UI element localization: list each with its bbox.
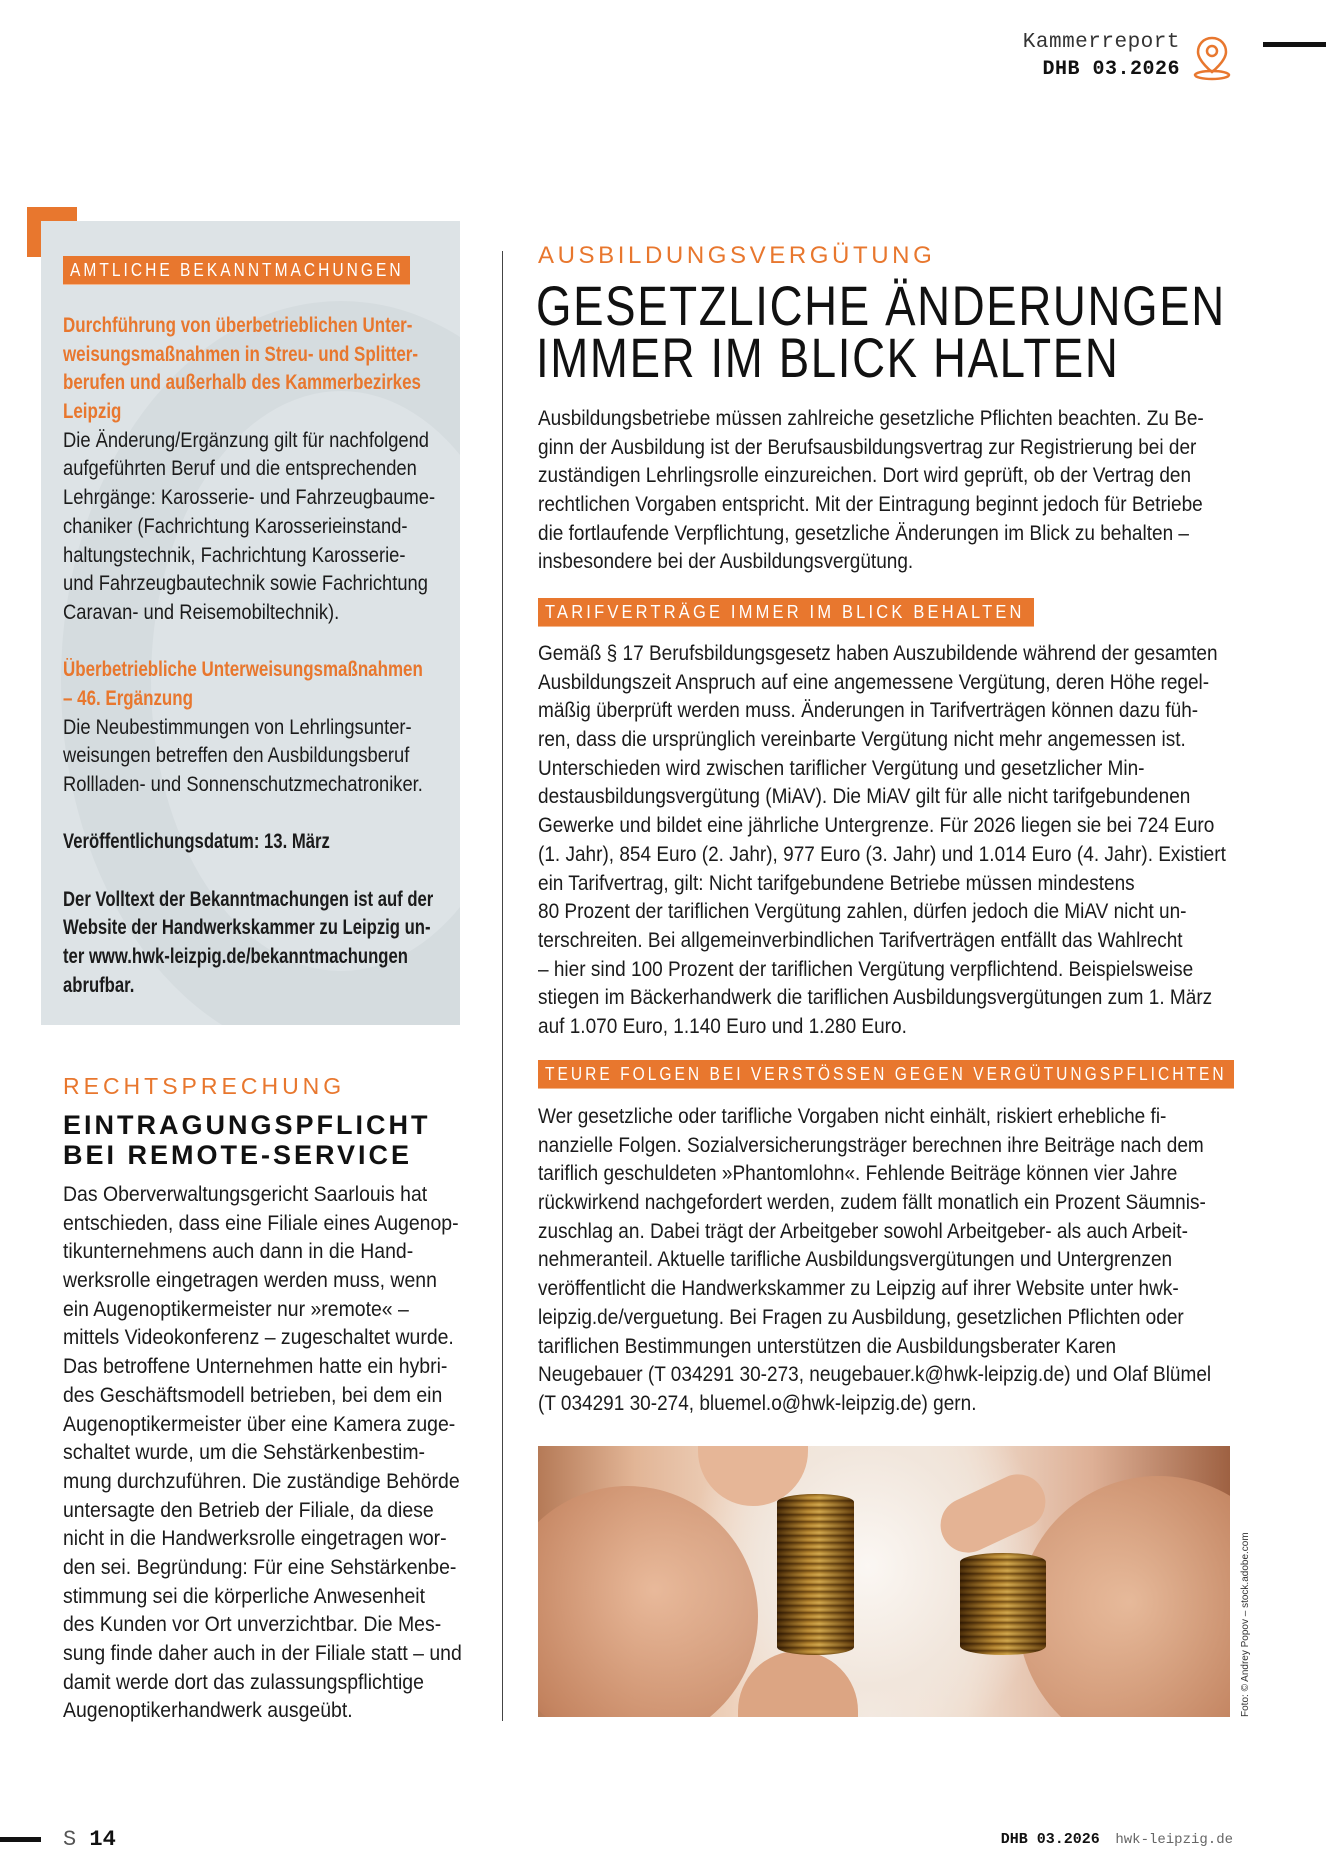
text-line: Unterschieden wird zwischen tariflicher Vergütung und gesetzlicher Min- (538, 756, 1145, 780)
text-line: Augenoptikermeister über eine Kamera zuge- (63, 1412, 456, 1436)
text-line: destausbildungsvergütung (MiAV). Die MiAV gilt für alle nicht tarifgebundenen (538, 785, 1191, 809)
text-line: Veröffentlichungsdatum: 13. März (63, 830, 330, 854)
text-line: tariflichen Bestimmungen unterstützen die Ausbildungsberater Karen (538, 1334, 1117, 1358)
section2-paragraph (538, 1103, 1282, 1419)
text-line: Leipzig (63, 400, 122, 424)
header-rule (1263, 42, 1326, 47)
text-line: leipzig.de/verguetung. Bei Fragen zu Ausbildung, gesetzlichen Pflichten oder (538, 1305, 1184, 1329)
text-line: Das betroffene Unternehmen hatte ein hybri- (63, 1355, 448, 1379)
text-line: Ausbildungsbetriebe müssen zahlreiche gesetzliche Pflichten beachten. Zu Be- (538, 407, 1204, 430)
text-line: Durchführung von überbetrieblichen Unter- (63, 314, 413, 337)
text-line: abrufbar. (63, 973, 135, 997)
text-line: terschreiten. Bei allgemeinverbindlichen Tarifverträgen entfällt das Wahlrecht (538, 928, 1183, 952)
court-kicker: RECHTSPRECHUNG (63, 1073, 346, 1099)
header (0, 0, 1326, 90)
location-pin-icon (1192, 35, 1232, 81)
header-section: Kammerreport (1022, 31, 1180, 54)
text-line: den sei. Begründung: Für eine Sehstärkenbe- (63, 1555, 457, 1579)
page-prefix: S (63, 1827, 77, 1852)
text-line: Caravan- und Reisemobiltechnik). (63, 600, 340, 624)
text-line: veröffentlicht die Handwerkskammer zu Leipzig auf ihrer Website unter hwk- (538, 1277, 1179, 1301)
text-line: stimmung sei die körperliche Anwesenheit (63, 1584, 426, 1608)
section1-paragraph (538, 640, 1298, 1042)
text-line: Ausbildungszeit Anspruch auf eine angemessene Vergütung, deren Höhe regel- (538, 670, 1210, 694)
text-line: chaniker (Fachrichtung Karosserieinstand- (63, 514, 408, 538)
text-line: – hier sind 100 Prozent der tariflichen Vergütung verpflichtend. Beispielsweise (538, 957, 1194, 981)
text-line: Lehrgänge: Karosserie- und Fahrzeugbaume- (63, 486, 436, 510)
text-line: Die Änderung/Ergänzung gilt für nachfolgend (63, 428, 429, 452)
text-line: Gewerke und bildet eine jährliche Untergrenze. Für 2026 liegen sie bei 724 Euro (538, 814, 1215, 838)
text-line: Neugebauer (T 034291 30-273, neugebauer.k@hwk-leipzig.de) und Olaf Blümel (538, 1363, 1212, 1387)
text-line: und Fahrzeugbautechnik sowie Fachrichtung (63, 572, 428, 596)
text-line: 80 Prozent der tariflichen Vergütung zahlen, dürfen jedoch die MiAV nicht un- (538, 900, 1187, 924)
text-line: Rollladen- und Sonnenschutzmechatroniker. (63, 773, 423, 796)
coin-stack-small (960, 1553, 1046, 1655)
main-kicker: AUSBILDUNGSVERGÜTUNG (538, 242, 936, 269)
text-line: Wer gesetzliche oder tarifliche Vorgaben nicht einhält, riskiert erhebliche fi- (538, 1105, 1167, 1128)
coin-stack-large (777, 1494, 854, 1655)
notice-label (63, 256, 410, 284)
text-line: nanzielle Folgen. Sozialversicherungsträger berechnen ihre Beiträge nach dem (538, 1133, 1204, 1157)
text-line: mung durchzuführen. Die zuständige Behörde (63, 1469, 460, 1493)
text-line: untersagte den Betrieb der Filiale, da diese (63, 1498, 434, 1522)
section1-body (63, 427, 529, 628)
text-line: (1. Jahr), 854 Euro (2. Jahr), 977 Euro (3. Jahr) und 1.014 Euro (4. Jahr). Existiert (538, 842, 1226, 866)
text-line: Gemäß § 17 Berufsbildungsgesetz haben Auszubildende während der gesamten (538, 642, 1218, 665)
text-line: Das Oberverwaltungsgericht Saarlouis hat (63, 1183, 428, 1206)
main-headline-line: GESETZLICHE ÄNDERUNGEN (536, 274, 1226, 337)
text-line: weisungen betreffen den Ausbildungsberuf (63, 744, 410, 768)
page-number: 14 (89, 1827, 116, 1852)
text-line: tikunternehmens auch dann in die Hand- (63, 1240, 414, 1264)
text-line: nicht in die Handwerksrolle eingetragen wor- (63, 1527, 447, 1551)
text-line: Augenoptikerhandwerk ausgeübt. (63, 1699, 353, 1723)
text-line: ren, dass die ursprünglich vereinbarte Vergütung nicht mehr angemessen ist. (538, 728, 1186, 752)
text-line: nehmeranteil. Aktuelle tarifliche Ausbildungsvergütungen und Untergrenzen (538, 1248, 1173, 1272)
text-line: entschieden, dass eine Filiale eines Augenop- (63, 1211, 459, 1235)
footer-rule (0, 1837, 41, 1842)
subhead-text: TARIFVERTRÄGE IMMER IM BLICK BEHALTEN (545, 602, 1025, 622)
subhead-text: TEURE FOLGEN BEI VERSTÖSSEN GEGEN VERGÜTUNGSPFLICHTEN (545, 1064, 1227, 1084)
text-line: insbesondere bei der Ausbildungsvergütung. (538, 550, 914, 574)
section2-body (63, 714, 529, 800)
main-headline (536, 274, 1326, 389)
text-line: ein Augenoptikermeister nur »remote« – (63, 1297, 409, 1321)
main-headline-line: IMMER IM BLICK HALTEN (536, 326, 1120, 389)
text-line: rechtlichen Vorgaben entspricht. Mit der Eintragung beginnt jedoch für Betriebe (538, 493, 1203, 517)
text-line: – 46. Ergänzung (63, 686, 193, 710)
footer-issue: DHB 03.2026 (1000, 1831, 1100, 1848)
subhead-tarifvertraege (538, 598, 1034, 626)
text-line: auf 1.070 Euro, 1.140 Euro und 1.280 Euro. (538, 1014, 907, 1038)
text-line: Website der Handwerkskammer zu Leipzig un- (63, 916, 431, 940)
text-line: zuschlag an. Dabei trägt der Arbeitgeber sowohl Arbeitgeber- als auch Arbeit- (538, 1219, 1188, 1243)
footer-right (1001, 1830, 1233, 1848)
publication-date (63, 828, 529, 857)
text-line: Überbetriebliche Unterweisungsmaßnahmen (63, 658, 423, 682)
text-line: ein Tarifvertrag, gilt: Nicht tarifgebundene Betriebe müssen mindestens (538, 871, 1135, 895)
text-line: tariflich geschuldeten »Phantomlohn«. Fehlende Beiträge können vier Jahre (538, 1162, 1178, 1186)
text-line: werksrolle eingetragen werden muss, wenn (63, 1269, 437, 1293)
photo-credit: Foto: © Andrey Popov – stock.adobe.com (1240, 1532, 1251, 1717)
column-divider (502, 251, 503, 1721)
text-line: mäßig überprüft werden muss. Änderungen in Tarifverträgen können dazu füh- (538, 699, 1199, 723)
header-issue: DHB 03.2026 (1042, 58, 1180, 81)
text-line: schaltet wurde, um die Sehstärkenbestim- (63, 1441, 425, 1465)
notice-label-text: AMTLICHE BEKANNTMACHUNGEN (70, 260, 404, 280)
finger-bottom-left (738, 1651, 858, 1717)
text-line: aufgeführten Beruf und die entsprechenden (63, 457, 417, 481)
text-line: des Geschäftsmodell betrieben, bei dem ein (63, 1383, 443, 1407)
text-line: sung finde daher auch in der Filiale statt – und (63, 1642, 462, 1665)
text-line: stiegen im Bäckerhandwerk die tariflichen Ausbildungsvergütungen zum 1. März (538, 986, 1213, 1010)
section1-title (63, 312, 529, 427)
text-line: Der Volltext der Bekanntmachungen ist auf der (63, 887, 434, 911)
court-headline-line: BEI REMOTE-SERVICE (63, 1140, 413, 1170)
text-line: (T 034291 30-274, bluemel.o@hwk-leipzig.de) gern. (538, 1391, 977, 1415)
text-line: haltungstechnik, Fachrichtung Karosserie- (63, 543, 406, 567)
court-body (63, 1181, 494, 1726)
text-line: damit werde dort das zulassungspflichtige (63, 1670, 424, 1694)
intro-paragraph (538, 405, 1273, 577)
text-line: die fortlaufende Verpflichtung, gesetzliche Änderungen im Blick zu behalten – (538, 521, 1190, 545)
text-line: ginn der Ausbildung ist der Berufsausbildungsvertrag zur Registrierung bei der (538, 435, 1197, 459)
subhead-folgen (538, 1060, 1234, 1088)
court-headline-line: EINTRAGUNGSPFLICHT (63, 1110, 431, 1140)
text-line: des Kunden vor Ort unverzichtbar. Die Mes- (63, 1613, 442, 1637)
text-line: zuständigen Lehrlingsrolle einzureichen. Dort wird geprüft, ob der Vertrag den (538, 464, 1192, 488)
section2-title (63, 656, 529, 713)
text-line: Die Neubestimmungen von Lehrlingsunter- (63, 715, 412, 739)
text-line: ter www.hwk-leizpig.de/bekanntmachungen (63, 945, 408, 969)
text-line: mittels Videokonferenz – zugeschaltet wurde. (63, 1326, 454, 1350)
footer-website: hwk-leipzig.de (1115, 1832, 1233, 1848)
right-hand-shape (1018, 1476, 1230, 1717)
text-line: berufen und außerhalb des Kammerbezirkes (63, 371, 421, 395)
text-line: weisungsmaßnahmen in Streu- und Splitter- (63, 342, 419, 366)
fulltext-note (63, 886, 529, 1001)
text-line: rückwirkend nachgefordert werden, zudem fällt monatlich ein Prozent Säumnis- (538, 1191, 1206, 1215)
footer-page (63, 1827, 116, 1852)
left-hand-shape (538, 1486, 758, 1717)
notice-content (63, 312, 529, 1001)
court-headline (63, 1110, 431, 1170)
coins-photo (538, 1446, 1230, 1717)
